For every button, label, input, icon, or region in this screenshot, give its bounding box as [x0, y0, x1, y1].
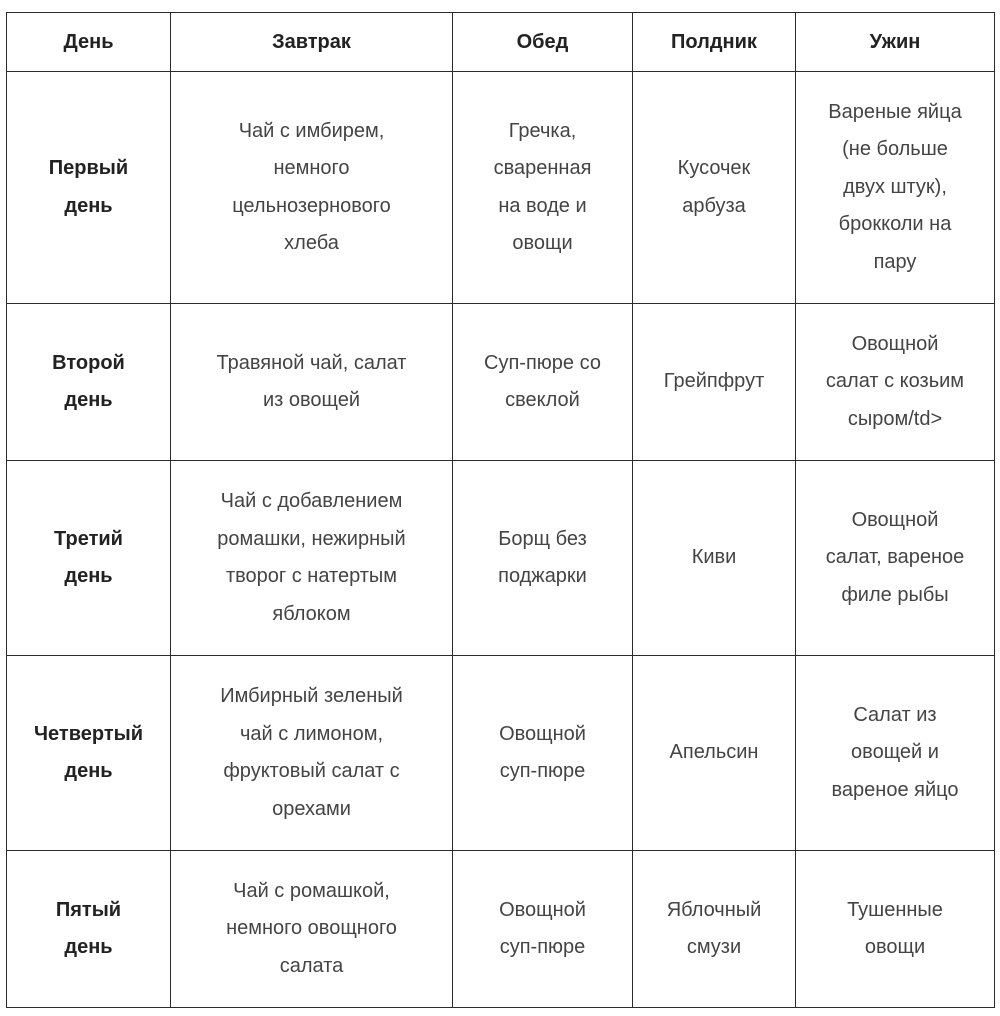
diet-table	[6, 12, 995, 1008]
day-label: Третий день	[54, 527, 123, 587]
lunch-cell	[453, 851, 633, 1008]
breakfast-text: Имбирный зеленый чай с лимоном, фруктовый салат с орехами	[220, 685, 403, 820]
day-cell	[7, 851, 171, 1008]
header-day: День	[7, 13, 171, 72]
day-label: Второй день	[52, 351, 125, 411]
dinner-text: Салат из овощей и вареное яйцо	[831, 703, 959, 801]
breakfast-cell	[171, 304, 453, 461]
header-dinner: Ужин	[796, 13, 995, 72]
snack-cell	[633, 656, 796, 851]
lunch-text: Овощной суп-пюре	[499, 722, 586, 782]
lunch-cell	[453, 72, 633, 304]
dinner-cell	[796, 851, 995, 1008]
lunch-text: Суп-пюре со свеклой	[484, 351, 601, 411]
snack-text: Грейпфрут	[663, 370, 765, 393]
dinner-cell	[796, 461, 995, 656]
breakfast-cell	[171, 461, 453, 656]
snack-text: Кусочек арбуза	[677, 157, 751, 217]
dinner-text: Вареные яйца (не больше двух штук), брокколи на пару	[828, 100, 962, 273]
dinner-text: Овощной салат, вареное филе рыбы	[825, 508, 965, 606]
day-cell	[7, 72, 171, 304]
breakfast-text: Чай с ромашкой, немного овощного салата	[226, 879, 397, 977]
breakfast-cell	[171, 851, 453, 1008]
header-lunch: Обед	[453, 13, 633, 72]
snack-cell	[633, 461, 796, 656]
dinner-cell	[796, 72, 995, 304]
table-row	[7, 656, 995, 851]
header-row	[7, 13, 995, 72]
dinner-text: Овощной салат с козьим сыром/td>	[825, 332, 965, 430]
snack-cell	[633, 72, 796, 304]
snack-text: Киви	[691, 546, 737, 569]
day-cell	[7, 656, 171, 851]
lunch-cell	[453, 304, 633, 461]
table-row	[7, 851, 995, 1008]
dinner-cell	[796, 656, 995, 851]
table-row	[7, 304, 995, 461]
breakfast-text: Чай с имбирем, немного цельнозернового хлеба	[232, 119, 391, 254]
day-label: Пятый день	[55, 898, 122, 958]
table-row	[7, 461, 995, 656]
table-row	[7, 72, 995, 304]
breakfast-text: Травяной чай, салат из овощей	[216, 351, 407, 411]
lunch-text: Гречка, сваренная на воде и овощи	[493, 119, 592, 254]
breakfast-text: Чай с добавлением ромашки, нежирный творог с натертым яблоком	[217, 490, 406, 625]
snack-cell	[633, 304, 796, 461]
breakfast-cell	[171, 656, 453, 851]
lunch-cell	[453, 461, 633, 656]
lunch-text: Овощной суп-пюре	[499, 898, 586, 958]
lunch-text: Борщ без поджарки	[498, 527, 587, 587]
snack-cell	[633, 851, 796, 1008]
dinner-text: Тушенные овощи	[847, 898, 943, 958]
day-cell	[7, 304, 171, 461]
breakfast-cell	[171, 72, 453, 304]
snack-text: Яблочный смузи	[666, 898, 762, 958]
header-breakfast: Завтрак	[171, 13, 453, 72]
dinner-cell	[796, 304, 995, 461]
header-snack: Полдник	[633, 13, 796, 72]
day-cell	[7, 461, 171, 656]
day-label: Первый день	[48, 157, 129, 217]
snack-text: Апельсин	[669, 741, 759, 764]
day-label: Четвертый день	[34, 722, 143, 782]
lunch-cell	[453, 656, 633, 851]
